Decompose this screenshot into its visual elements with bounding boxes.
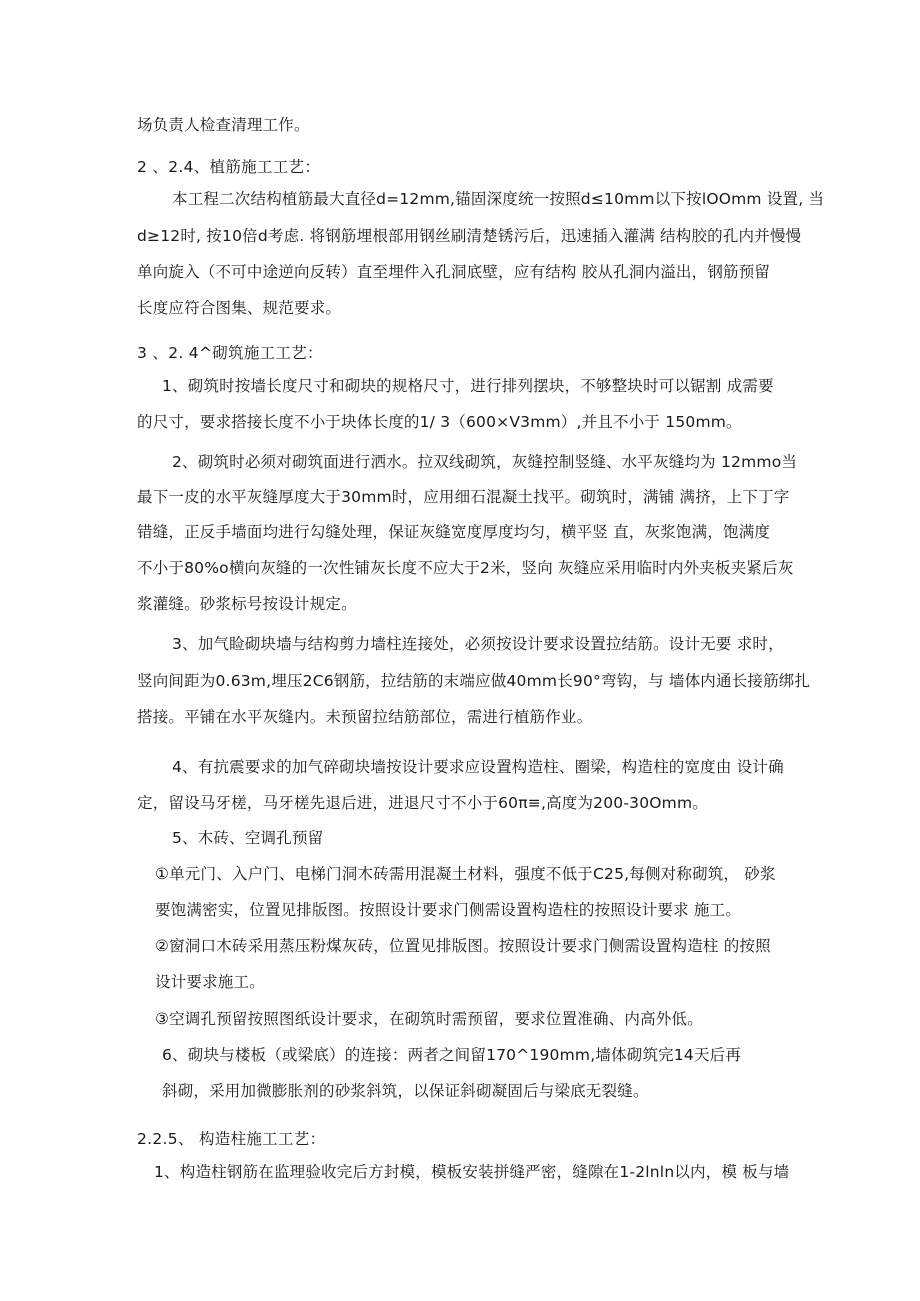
section-heading-2-2-5: 2.2.5、 构造柱施工工艺：	[137, 1130, 326, 1148]
list-item-3: ③空调孔预留按照图纸设计要求，在砌筑时需预留，要求位置准确、内高外低。	[155, 1010, 703, 1028]
paragraph-line: 最下一皮的水平灰缝厚度大于30mm时，应用细石混凝土找平。砌筑时，满铺 满挤，上下丁字	[137, 488, 790, 506]
paragraph-line: 3、加气睑砌块墙与结构剪力墙柱连接处，必须按设计要求设置拉结筋。设计无要 求时，	[172, 635, 784, 653]
paragraph-line: 长度应符合图集、规范要求。	[137, 299, 342, 317]
section-heading-2-4-masonry: 3 、2. 4^砌筑施工工艺：	[137, 344, 323, 362]
paragraph-line: 1、砌筑时按墙长度尺寸和砌块的规格尺寸，进行排列摆块，不够整块时可以锯割 成需要	[162, 377, 774, 395]
paragraph-line: 竖向间距为0.63m,埋压2C6钢筋，拉结筋的末端应做40mm长90°弯钩，与 墙体内通长接筋绑扎	[137, 672, 811, 690]
paragraph-line: 的尺寸，要求搭接长度不小于块体长度的1/ 3（600×Ⅴ3mm）,并且不小于 150mm。	[137, 413, 742, 431]
list-item-2: ②窗洞口木砖采用蒸压粉煤灰砖，位置见排版图。按照设计要求门侧需设置构造柱 的按照	[155, 937, 771, 955]
paragraph-line: d≥12时, 按10倍d考虑. 将钢筋埋根部用钢丝刷清楚锈污后，迅速插入灌满 结构胶的孔内并慢慢	[137, 227, 802, 245]
paragraph-line: 斜砌，采用加微膨胀剂的砂浆斜筑，以保证斜砌凝固后与梁底无裂缝。	[162, 1082, 649, 1100]
list-item-1-cont: 要饱满密实，位置见排版图。按照设计要求门侧需设置构造柱的按照设计要求 施工。	[155, 901, 742, 919]
paragraph-line: 单向旋入（不可中途逆向反转）直至埋件入孔洞底壁，应有结构 胶从孔洞内溢出，钢筋预留	[137, 263, 771, 281]
paragraph-line: 本工程二次结构植筋最大直径d=12mm,锚固深度统一按照d≤10mm以下按lOOmm 设置, 当	[172, 190, 825, 208]
paragraph-line: 1、构造柱钢筋在监理验收完后方封模，模板安装拼缝严密，缝隙在1-2lnln以内，模 板与墙	[154, 1163, 790, 1181]
paragraph-line: 定，留设马牙槎，马牙槎先退后进，进退尺寸不小于60π≡,高度为200-30Omm。	[137, 794, 708, 812]
paragraph-line: 不小于80%o横向灰缝的一次性铺灰长度不应大于2米，竖向 灰缝应采用临时内外夹板夹紧后灰	[137, 559, 794, 577]
paragraph-line: 浆灌缝。砂浆标号按设计规定。	[137, 595, 357, 613]
paragraph-line: 错缝，正反手墙面均进行勾缝处理，保证灰缝宽度厚度均匀，横平竖 直，灰浆饱满，饱满度	[137, 523, 771, 541]
paragraph-line: 2、砌筑时必须对砌筑面进行洒水。拉双线砌筑，灰缝控制竖缝、水平灰缝均为 12mmo当	[172, 453, 798, 471]
paragraph-line: 6、砌块与楼板（或梁底）的连接：两者之间留170^190mm,墙体砌筑完14天后再	[162, 1046, 742, 1064]
paragraph-line: 场负责人检查清理工作。	[137, 116, 310, 134]
paragraph-line: 搭接。平铺在水平灰缝内。未预留拉结筋部位，需进行植筋作业。	[137, 708, 593, 726]
list-item-1: ①单元门、入户门、电梯门洞木砖需用混凝土材料，强度不低于C25,每侧对称砌筑， 砂浆	[155, 865, 776, 883]
paragraph-line: 4、有抗震要求的加气碎砌块墙按设计要求应设置构造柱、圈梁，构造柱的宽度由 设计确	[172, 758, 784, 776]
section-heading-2-4: 2 、2.4、植筋施工工艺：	[137, 158, 321, 176]
list-item-2-cont: 设计要求施工。	[155, 973, 265, 991]
subsection-heading: 5、木砖、空调孔预留	[172, 829, 324, 847]
